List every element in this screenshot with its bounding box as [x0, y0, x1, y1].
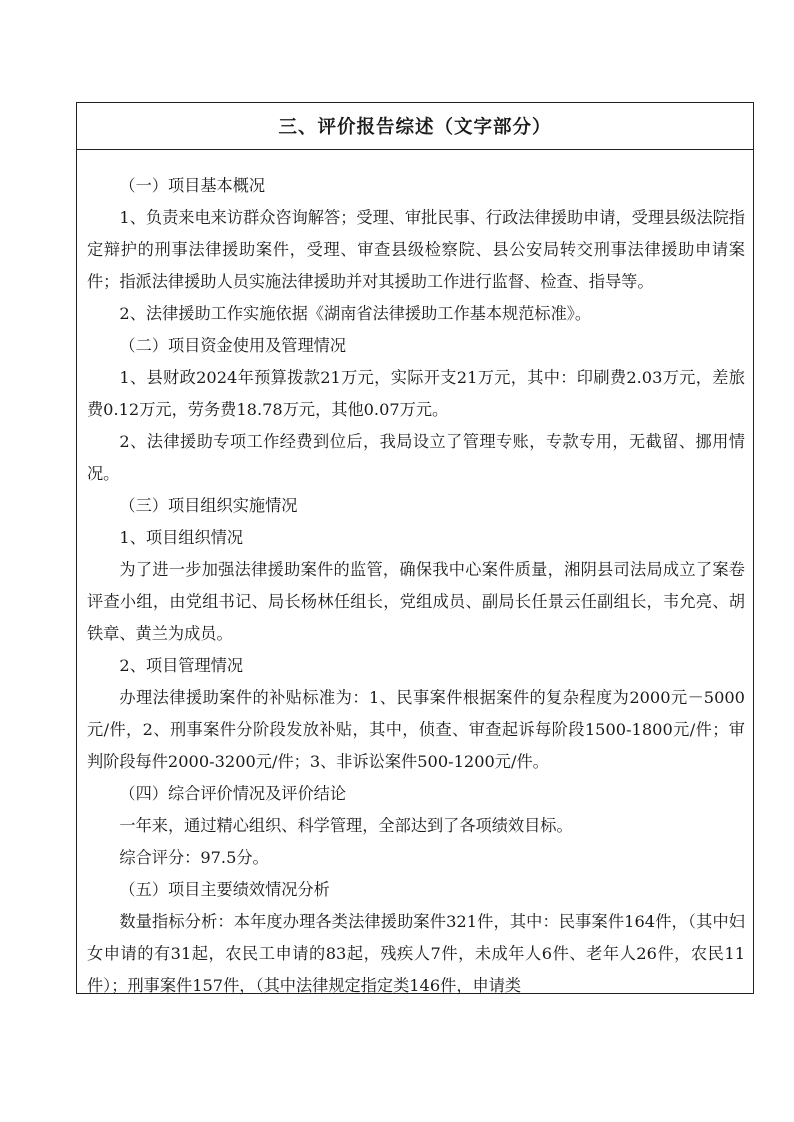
report-title: 三、评价报告综述（文字部分）: [278, 117, 552, 138]
paragraph: 2、法律援助工作实施依据《湖南省法律援助工作基本规范标准》。: [119, 304, 592, 323]
paragraph: 2、法律援助专项工作经费到位后，我局设立了管理专账，专款专用，无截留、挪用情况。: [87, 432, 745, 483]
subheading: 1、项目组织情况: [119, 528, 244, 547]
paragraph: 一年来，通过精心组织、科学管理，全部达到了各项绩效目标。: [119, 816, 573, 835]
paragraph: 为了进一步加强法律援助案件的监管，确保我中心案件质量，湘阴县司法局成立了案卷评查小组，由党组书记、局长杨林任组长，党组成员、副局长任景云任副组长，韦允亮、胡铁章、黄兰为成员。: [87, 560, 745, 643]
paragraph: 数量指标分析：本年度办理各类法律援助案件321件，其中：民事案件164件，（其中妇女申请的有31起，农民工申请的83起，残疾人7件，未成年人6件、老年人26件，农民11件）；刑事案件157件，（其中法律规定指定类146件，申请类: [87, 912, 745, 995]
title-row: [77, 103, 753, 150]
section-heading-4: （四）综合评价情况及评价结论: [119, 784, 347, 803]
paragraph: 综合评分：97.5分。: [119, 848, 269, 867]
paragraph: 办理法律援助案件的补贴标准为：1、民事案件根据案件的复杂程度为2000元－5000元/件，2、刑事案件分阶段发放补贴，其中，侦查、审查起诉每阶段1500-1800元/件；审判阶段每件2000-3200元/件；3、非诉讼案件500-1200元/件。: [87, 688, 745, 771]
paragraph: 1、县财政2024年预算拨款21万元，实际开支21万元，其中：印刷费2.03万元，差旅费0.12万元，劳务费18.78万元，其他0.07万元。: [87, 368, 745, 419]
section-heading-3: （三）项目组织实施情况: [119, 496, 298, 515]
paragraph: 1、负责来电来访群众咨询解答；受理、审批民事、行政法律援助申请，受理县级法院指定辩护的刑事法律援助案件，受理、审查县级检察院、县公安局转交刑事法律援助申请案件；指派法律援助人员实施法律援助并对其援助工作进行监督、检查、指导等。: [87, 208, 745, 291]
section-heading-5: （五）项目主要绩效情况分析: [119, 880, 330, 899]
section-heading-1: （一）项目基本概况: [119, 176, 266, 195]
subheading: 2、项目管理情况: [119, 656, 244, 675]
section-heading-2: （二）项目资金使用及管理情况: [119, 336, 347, 355]
report-frame: [76, 102, 754, 994]
report-body: [77, 150, 753, 1002]
